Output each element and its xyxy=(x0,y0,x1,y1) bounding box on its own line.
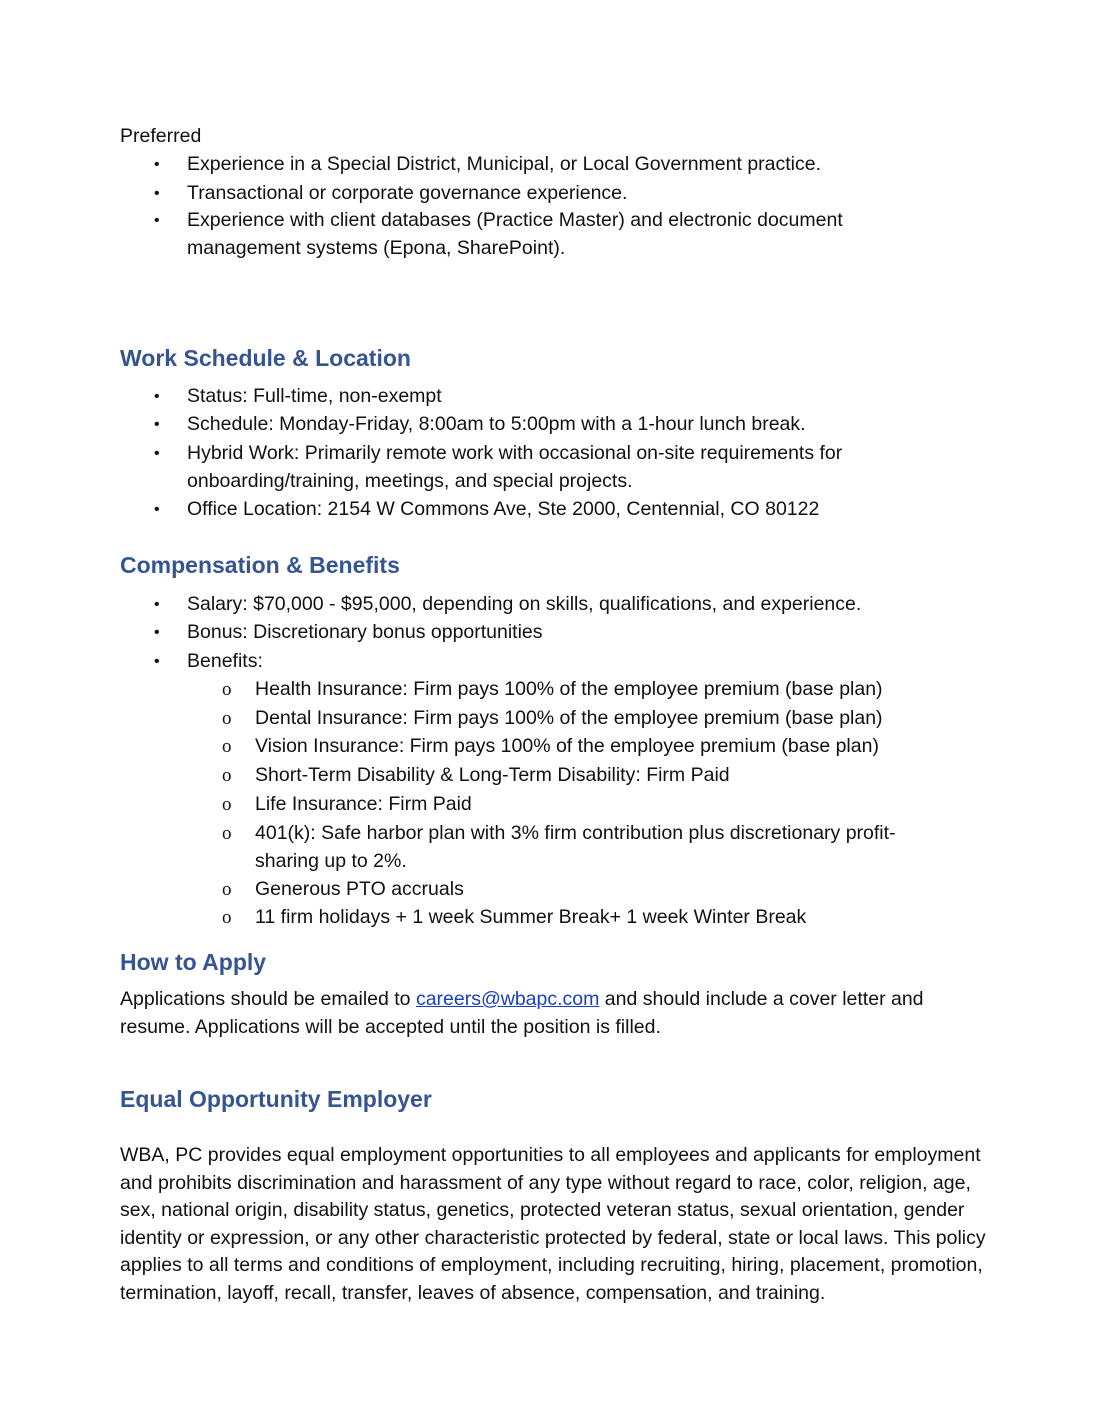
list-item: Benefits: xyxy=(187,650,263,672)
preferred-label: Preferred xyxy=(120,125,202,147)
benefit-item: Dental Insurance: Firm pays 100% of the employee premium (base plan) xyxy=(255,707,883,729)
sub-bullet-icon: o xyxy=(222,879,232,900)
apply-text-after: and should include a cover letter and resume. Applications will be accepted until the position is filled. xyxy=(120,988,924,1038)
bullet-icon: • xyxy=(154,156,160,173)
sub-bullet-icon: o xyxy=(222,794,232,815)
list-item: Experience in a Special District, Municipal, or Local Government practice. xyxy=(187,153,822,175)
benefit-item: 401(k): Safe harbor plan with 3% firm contribution plus discretionary profit-sharing up to 2%. xyxy=(255,822,896,872)
section-heading-compensation: Compensation & Benefits xyxy=(120,552,400,578)
bullet-icon: • xyxy=(154,501,160,518)
bullet-icon: • xyxy=(154,653,160,670)
benefit-item: Health Insurance: Firm pays 100% of the employee premium (base plan) xyxy=(255,678,883,700)
bullet-icon: • xyxy=(154,624,160,641)
bullet-icon: • xyxy=(154,596,160,613)
benefit-item: Short-Term Disability & Long-Term Disability: Firm Paid xyxy=(255,764,730,786)
benefit-item: Life Insurance: Firm Paid xyxy=(255,793,472,815)
sub-bullet-icon: o xyxy=(222,679,232,700)
section-heading-apply: How to Apply xyxy=(120,949,267,975)
sub-bullet-icon: o xyxy=(222,907,232,928)
bullet-icon: • xyxy=(154,388,160,405)
bullet-icon: • xyxy=(154,212,160,229)
bullet-icon: • xyxy=(154,185,160,202)
bullet-icon: • xyxy=(154,445,160,462)
list-item: Schedule: Monday-Friday, 8:00am to 5:00pm with a 1-hour lunch break. xyxy=(187,413,806,435)
sub-bullet-icon: o xyxy=(222,736,232,757)
benefit-item: Vision Insurance: Firm pays 100% of the employee premium (base plan) xyxy=(255,735,879,757)
list-item: Experience with client databases (Practice Master) and electronic document management systems (Epona, SharePoint). xyxy=(187,209,843,259)
bullet-icon: • xyxy=(154,416,160,433)
eoe-paragraph: WBA, PC provides equal employment opportunities to all employees and applicants for employment and prohibits discrimination and harassment of any type without regard to race, color, religion, age, sex, national origin, disability status, genetics, protected veteran status, sexual orientation, gender identity or expression, or any other characteristic protected by federal, state or local laws. This policy applies to all terms and conditions of employment, including recruiting, hiring, placement, promotion, termination, layoff, recall, transfer, leaves of absence, compensation, and training. xyxy=(120,1144,986,1304)
section-heading-eoe: Equal Opportunity Employer xyxy=(120,1086,432,1112)
list-item: Salary: $70,000 - $95,000, depending on skills, qualifications, and experience. xyxy=(187,593,862,615)
sub-bullet-icon: o xyxy=(222,765,232,786)
benefit-item: 11 firm holidays + 1 week Summer Break+ 1 week Winter Break xyxy=(255,906,807,928)
section-heading-work: Work Schedule & Location xyxy=(120,345,411,371)
list-item: Office Location: 2154 W Commons Ave, Ste 2000, Centennial, CO 80122 xyxy=(187,498,820,520)
apply-paragraph xyxy=(120,986,990,1041)
list-item: Hybrid Work: Primarily remote work with occasional on-site requirements for onboarding/training, meetings, and special projects. xyxy=(187,442,843,492)
list-item: Bonus: Discretionary bonus opportunities xyxy=(187,621,543,643)
sub-bullet-icon: o xyxy=(222,708,232,729)
benefit-item: Generous PTO accruals xyxy=(255,878,464,900)
apply-text-before: Applications should be emailed to xyxy=(120,988,416,1010)
list-item: Status: Full-time, non-exempt xyxy=(187,385,442,407)
sub-bullet-icon: o xyxy=(222,823,232,844)
email-link[interactable]: careers@wbapc.com xyxy=(415,988,600,1010)
list-item: Transactional or corporate governance experience. xyxy=(187,182,628,204)
